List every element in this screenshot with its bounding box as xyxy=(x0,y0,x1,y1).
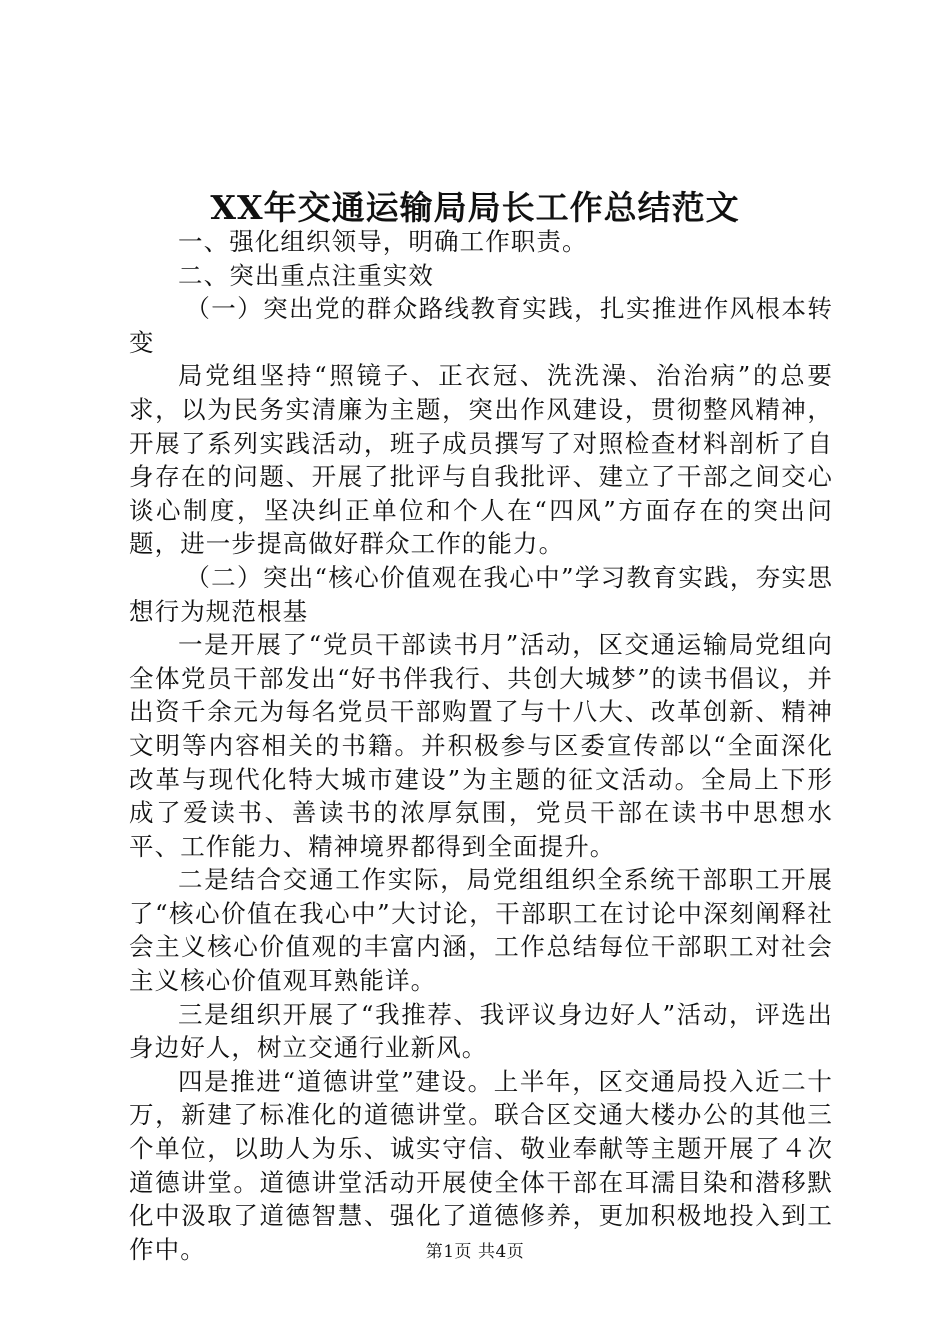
paragraph-6: 一是开展了“党员干部读书月”活动，区交通运输局党组向全体党员干部发出“好书伴我行、共创大城梦”的读书倡议，并出资千余元为每名党员干部购置了与十八大、改革创新、精神文明等内容相关的书籍。并积极参与区委宣传部以“全面深化改革与现代化特大城市建设”为主题的征文活动。全局上下形成了爱读书、善读书的浓厚氛围，党员干部在读书中思想水平、工作能力、精神境界都得到全面提升。 xyxy=(129,630,833,861)
paragraph-4: 局党组坚持“照镜子、正衣冠、洗洗澡、治治病”的总要求，以为民务实清廉为主题，突出作风建设，贯彻整风精神，开展了系列实践活动，班子成员撰写了对照检查材料剖析了自身存在的问题、开展了批评与自我批评、建立了干部之间交心谈心制度，坚决纠正单位和个人在“四风”方面存在的突出问题，进一步提高做好群众工作的能力。 xyxy=(129,361,833,559)
document-title: XX年交通运输局局长工作总结范文 xyxy=(210,188,740,227)
document-body xyxy=(129,225,833,1266)
paragraph-2: 二、突出重点注重实效 xyxy=(178,260,434,290)
paragraph-9: 四是推进“道德讲堂”建设。上半年，区交通局投入近二十万，新建了标准化的道德讲堂。联合区交通大楼办公的其他三个单位，以助人为乐、诚实守信、敬业奉献等主题开展了４次道德讲堂。道德讲堂活动开展使全体干部在耳濡目染和潜移默化中汲取了道德智慧、强化了道德修养，更加积极地投入到工作中。 xyxy=(129,1066,833,1264)
paragraph-7: 二是结合交通工作实际，局党组组织全系统干部职工开展了“核心价值在我心中”大讨论，干部职工在讨论中深刻阐释社会主义核心价值观的丰富内涵，工作总结每位干部职工对社会主义核心价值观耳熟能详。 xyxy=(129,865,833,996)
paragraph-5: （二）突出“核心价值观在我心中”学习教育实践，夯实思想行为规范根基 xyxy=(129,562,833,626)
page-footer: 第1页 共4页 xyxy=(425,1242,525,1262)
paragraph-3: （一）突出党的群众路线教育实践，扎实推进作风根本转变 xyxy=(129,294,833,357)
paragraph-1: 一、强化组织领导，明确工作职责。 xyxy=(178,227,588,256)
paragraph-8: 三是组织开展了“我推荐、我评议身边好人”活动，评选出身边好人，树立交通行业新风。 xyxy=(129,999,833,1063)
